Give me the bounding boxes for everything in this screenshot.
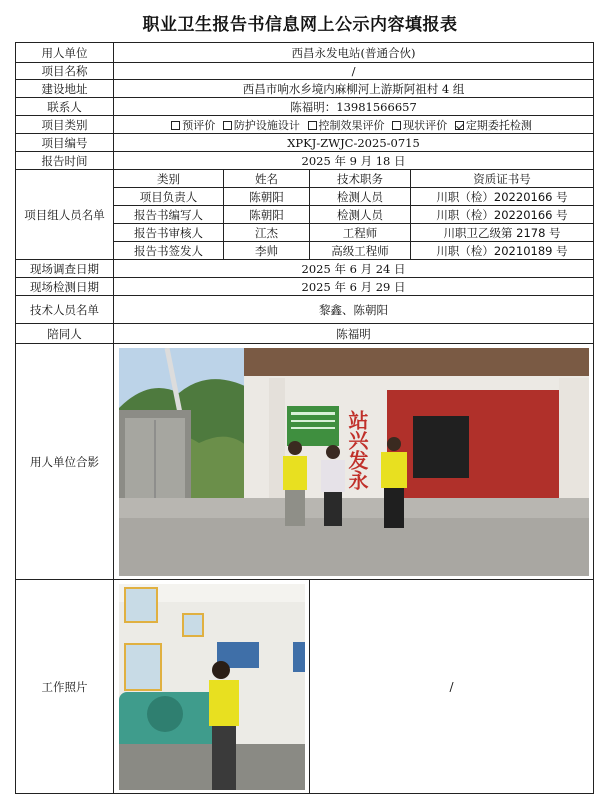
team-title: 检测人员 [310, 206, 411, 224]
option-protection-design[interactable]: 防护设施设计 [223, 119, 300, 132]
checkbox-icon [308, 121, 317, 130]
row-project-type [16, 116, 594, 134]
team-cert: 川职（检）20220166 号 [411, 188, 594, 206]
team-title: 检测人员 [310, 188, 411, 206]
report-date-value: 2025 年 9 月 18 日 [114, 152, 594, 170]
option-periodic-testing[interactable]: 定期委托检测 [455, 119, 532, 132]
team-category: 项目负责人 [114, 188, 224, 206]
project-name-value: / [114, 63, 594, 80]
team-cert: 川职（检）20210189 号 [411, 242, 594, 260]
row-work-photo [16, 580, 594, 794]
site-survey-date-label: 现场调查日期 [16, 260, 114, 278]
site-survey-date-value: 2025 年 6 月 24 日 [114, 260, 594, 278]
checkbox-icon [223, 121, 232, 130]
site-test-date-value: 2025 年 6 月 29 日 [114, 278, 594, 296]
address-label: 建设地址 [16, 80, 114, 98]
option-pre-evaluation[interactable]: 预评价 [171, 119, 215, 132]
contact-label: 联系人 [16, 98, 114, 116]
project-type-label: 项目类别 [16, 116, 114, 134]
row-accompanied-by [16, 324, 594, 344]
document-title: 职业卫生报告书信息网上公示内容填报表 [142, 15, 458, 35]
project-type-options [114, 116, 594, 134]
row-report-date [16, 152, 594, 170]
row-address [16, 80, 594, 98]
technician-person [209, 661, 239, 790]
team-header-cert: 资质证书号 [411, 170, 594, 188]
report-date-label: 报告时间 [16, 152, 114, 170]
sign-text: 站兴发永 [344, 409, 369, 490]
team-header-title: 技术职务 [310, 170, 411, 188]
project-number-label: 项目编号 [16, 134, 114, 152]
row-technicians [16, 296, 594, 324]
work-photo-label: 工作照片 [16, 580, 114, 794]
group-photo-image [119, 348, 589, 576]
team-category: 报告书审核人 [114, 224, 224, 242]
row-contact [16, 98, 594, 116]
project-name-label: 项目名称 [16, 63, 114, 80]
employer-value: 西昌永发电站(普通合伙) [114, 43, 594, 63]
accompanied-by-value: 陈福明 [114, 324, 594, 344]
team-title: 高级工程师 [310, 242, 411, 260]
team-name: 李帅 [224, 242, 310, 260]
team-title: 工程师 [310, 224, 411, 242]
row-site-survey-date [16, 260, 594, 278]
checkbox-icon [171, 121, 180, 130]
disclosure-form-table [15, 42, 594, 794]
team-name: 陈朝阳 [224, 206, 310, 224]
team-category: 报告书签发人 [114, 242, 224, 260]
site-test-date-label: 现场检测日期 [16, 278, 114, 296]
team-name: 江杰 [224, 224, 310, 242]
team-header-category: 类别 [114, 170, 224, 188]
work-photo-image [119, 584, 305, 790]
group-photo-label: 用人单位合影 [16, 344, 114, 580]
team-category: 报告书编写人 [114, 206, 224, 224]
option-status-evaluation[interactable]: 现状评价 [392, 119, 447, 132]
employer-label: 用人单位 [16, 43, 114, 63]
team-header-row [16, 170, 594, 188]
team-cert: 川职（检）20220166 号 [411, 206, 594, 224]
team-cert: 川职卫乙级第 2178 号 [411, 224, 594, 242]
row-group-photo [16, 344, 594, 580]
row-site-test-date [16, 278, 594, 296]
team-label: 项目组人员名单 [16, 170, 114, 260]
checkbox-checked-icon [455, 121, 464, 130]
work-photo-placeholder: / [310, 580, 594, 794]
row-employer [16, 43, 594, 63]
accompanied-by-label: 陪同人 [16, 324, 114, 344]
group-photo-cell [114, 344, 594, 580]
work-photo-cell [114, 580, 310, 794]
row-project-name [16, 63, 594, 80]
option-control-effect[interactable]: 控制效果评价 [308, 119, 385, 132]
technicians-value: 黎鑫、陈朝阳 [114, 296, 594, 324]
page-header-strip [0, 0, 600, 8]
checkbox-icon [392, 121, 401, 130]
contact-value: 陈福明：13981566657 [114, 98, 594, 116]
row-project-number [16, 134, 594, 152]
technicians-label: 技术人员名单 [16, 296, 114, 324]
team-name: 陈朝阳 [224, 188, 310, 206]
address-value: 西昌市响水乡境内麻柳河上游斯阿祖村 4 组 [114, 80, 594, 98]
project-number-value: XPKJ-ZWJC-2025-0715 [114, 134, 594, 152]
team-header-name: 姓名 [224, 170, 310, 188]
